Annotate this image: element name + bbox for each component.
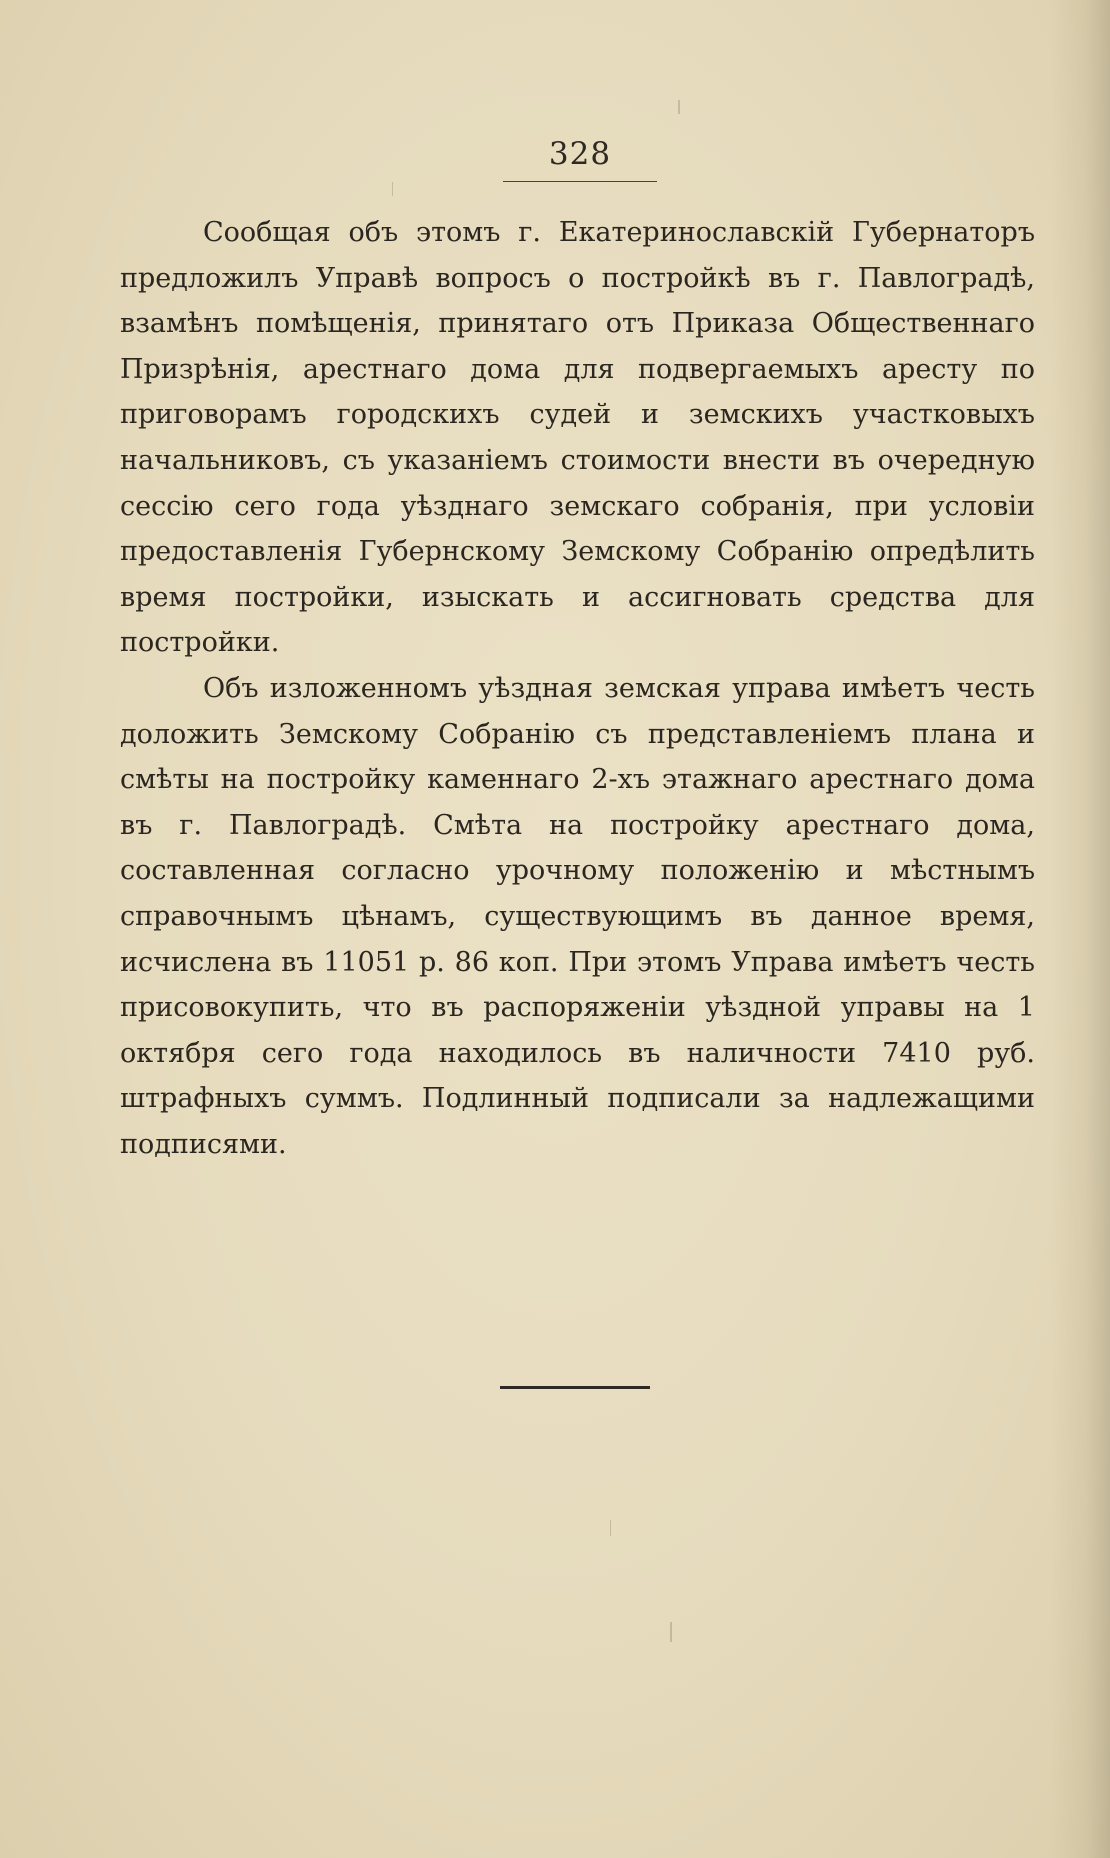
paper-speck (392, 182, 393, 196)
paragraph: Объ изложенномъ уѣздная земская управа имѣетъ честь доложить Земскому Собранію съ представленіемъ плана и смѣты на постройку каменнаго 2-хъ этажнаго арестнаго дома въ г. Павлоградѣ. Смѣта на постройку арестнаго дома, составленная согласно урочному положенію и мѣстнымъ справочнымъ цѣнамъ, существующимъ въ данное время, исчислена въ 11051 р. 86 коп. При этомъ Управа имѣетъ честь присовокупить, что въ распоряженіи уѣздной управы на 1 октября сего года находилось въ наличности 7410 руб. штрафныхъ суммъ. Подлинный подписали за надлежащими подписями. (120, 672, 1035, 1160)
page-number: 328 (548, 136, 612, 172)
paragraph: Сообщая объ этомъ г. Екатеринославскій Губернаторъ предложилъ Управѣ вопросъ о постройкѣ въ г. Павлоградѣ, взамѣнъ помѣщенія, принятаго отъ Приказа Общественнаго Призрѣнія, арестнаго дома для подвергаемыхъ аресту по приговорамъ городскихъ судей и земскихъ участковыхъ начальниковъ, съ указаніемъ стоимости внести въ очередную сессію сего года уѣзднаго земскаго собранія, при условіи предоставленія Губернскому Земскому Собранію опредѣлить время постройки, изыскать и ассигновать средства для постройки. (120, 217, 1035, 659)
paper-speck (610, 1520, 611, 1536)
body-text (120, 210, 1035, 1167)
section-end-rule (500, 1386, 650, 1389)
paper-speck (670, 1622, 672, 1642)
page-edge-shadow (1050, 0, 1110, 1858)
paper-speck (678, 100, 680, 114)
header-rule (503, 181, 657, 182)
